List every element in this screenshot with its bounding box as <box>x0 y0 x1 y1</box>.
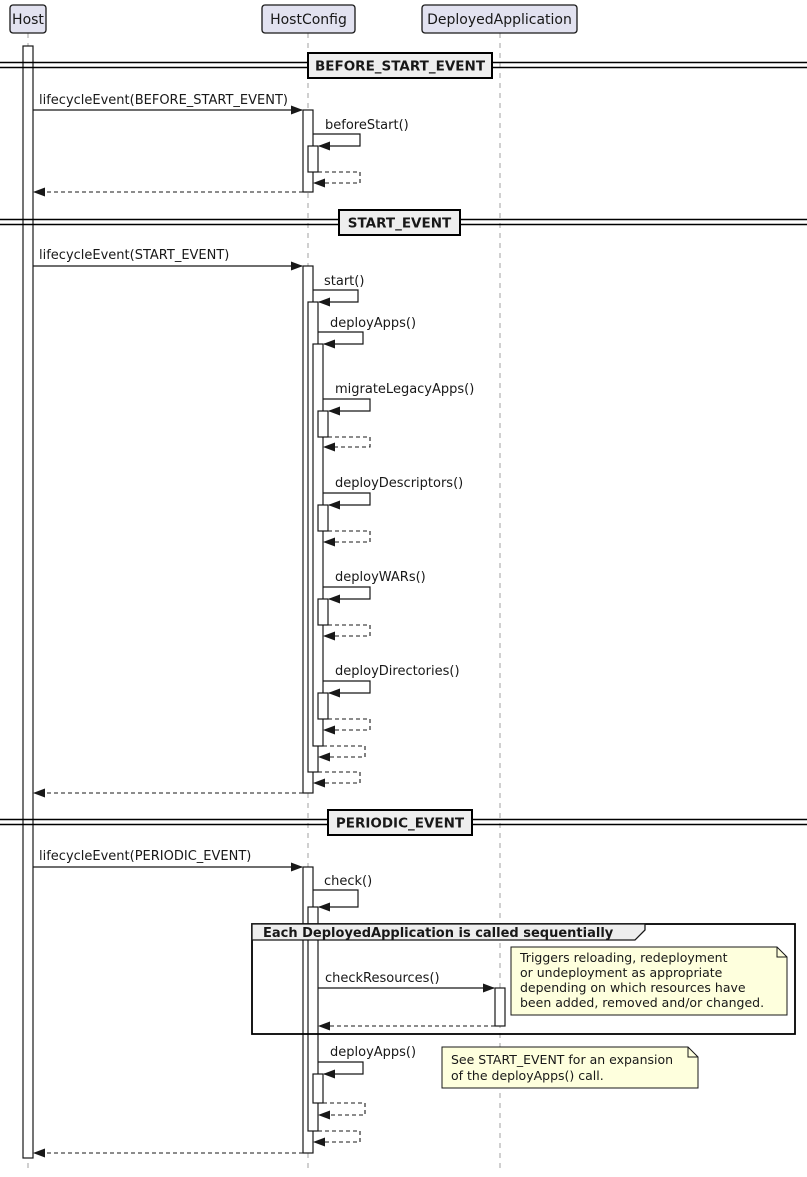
arrow-beforestart <box>313 134 360 146</box>
divider-label-before-start-event: BEFORE_START_EVENT <box>314 58 486 75</box>
arrow-start <box>313 290 358 302</box>
message-label-start: start() <box>324 274 365 289</box>
activation-bar-deployapps <box>313 344 323 746</box>
return-arrow-deploydescriptors <box>324 531 370 542</box>
arrow-deploywars <box>323 587 370 599</box>
activation-bar-beforestart <box>308 146 318 172</box>
return-arrow-migratelegacyapps <box>324 437 370 447</box>
message-label-deployapps: deployApps() <box>330 316 417 331</box>
message-start-lifecycle <box>33 248 302 266</box>
self-call-migratelegacyapps <box>323 382 474 447</box>
participant-label-hostconfig: HostConfig <box>270 12 347 28</box>
note-line: or undeployment as appropriate <box>520 965 723 980</box>
message-label-checkresources: checkResources() <box>325 971 440 986</box>
activation-bar-host <box>23 46 33 1158</box>
divider-start-event <box>0 210 807 235</box>
return-arrow-start <box>314 772 360 783</box>
message-label-deploywars: deployWARs() <box>335 570 426 585</box>
self-call-deploydirectories <box>323 664 460 730</box>
message-label-before-lifecycle: lifecycleEvent(BEFORE_START_EVENT) <box>39 93 288 108</box>
message-checkresources <box>318 971 495 1026</box>
message-label-deploydescriptors: deployDescriptors() <box>335 476 464 491</box>
return-arrow-deploywars <box>324 625 370 636</box>
arrow-periodic-deployapps <box>318 1062 363 1074</box>
note-line: depending on which resources have <box>520 980 746 995</box>
return-arrow-beforestart <box>314 172 360 183</box>
note-checkresources <box>511 947 787 1015</box>
participant-label-host: Host <box>12 12 44 28</box>
self-call-deployapps <box>318 316 416 344</box>
divider-before-start-event <box>0 53 807 78</box>
note-line: of the deployApps() call. <box>451 1068 604 1083</box>
activation-bar-periodic-deployapps <box>313 1074 323 1103</box>
group-label: Each DeployedApplication is called sequentially <box>263 926 614 941</box>
activation-bar-deploywars <box>318 599 328 625</box>
message-label-check: check() <box>324 874 373 889</box>
participant-host <box>10 5 46 33</box>
message-periodic-lifecycle <box>33 849 302 867</box>
arrow-deploydescriptors <box>323 493 370 505</box>
note-line: been added, removed and/or changed. <box>520 995 765 1010</box>
divider-label-start-event: START_EVENT <box>347 215 452 232</box>
note-line: Triggers reloading, redeployment <box>520 950 728 965</box>
note-line: See START_EVENT for an expansion <box>451 1052 674 1067</box>
message-label-start-lifecycle: lifecycleEvent(START_EVENT) <box>39 248 230 263</box>
self-call-start <box>313 274 364 302</box>
participant-label-deployedapplication: DeployedApplication <box>427 12 572 28</box>
divider-periodic-event <box>0 810 807 835</box>
message-label-periodic-lifecycle: lifecycleEvent(PERIODIC_EVENT) <box>39 849 252 864</box>
self-call-deploywars <box>323 570 426 636</box>
return-arrow-periodic-deployapps <box>319 1103 365 1115</box>
message-label-migratelegacyapps: migrateLegacyApps() <box>335 382 475 397</box>
activation-bar-checkresources <box>495 988 505 1026</box>
message-label-periodic-deployapps: deployApps() <box>330 1045 417 1060</box>
arrow-deploydirectories <box>323 681 370 693</box>
self-call-deploydescriptors <box>323 476 463 542</box>
arrow-check <box>313 890 358 907</box>
participant-hostconfig <box>262 5 355 33</box>
activation-bar-migratelegacyapps <box>318 411 328 437</box>
return-arrow-deploydirectories <box>324 719 370 730</box>
self-call-beforestart <box>313 118 409 183</box>
message-before-lifecycle <box>33 93 302 110</box>
self-call-periodic-deployapps <box>318 1045 416 1115</box>
divider-label-periodic-event: PERIODIC_EVENT <box>335 815 465 832</box>
activation-bar-deploydescriptors <box>318 505 328 531</box>
return-arrow-deployapps <box>319 746 365 757</box>
return-arrow-check <box>314 1131 360 1142</box>
arrow-migratelegacyapps <box>323 399 370 411</box>
arrow-deployapps <box>318 332 363 344</box>
note-deployapps <box>442 1047 698 1088</box>
message-label-beforestart: beforeStart() <box>325 118 409 133</box>
activation-bar-deploydirectories <box>318 693 328 719</box>
self-call-check <box>313 874 372 907</box>
message-label-deploydirectories: deployDirectories() <box>335 664 460 679</box>
participant-deployedapplication <box>422 5 577 33</box>
